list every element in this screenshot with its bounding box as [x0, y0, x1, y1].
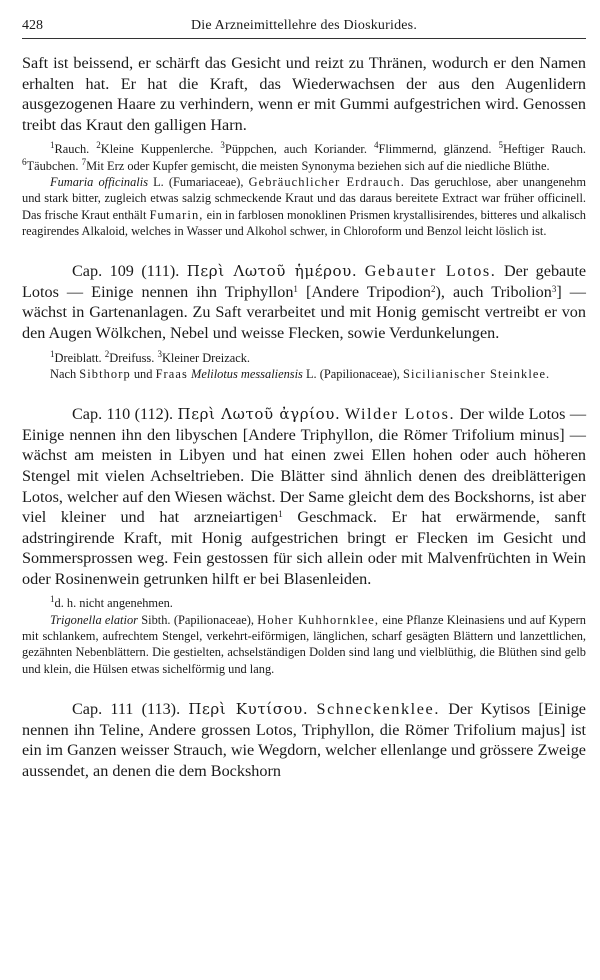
- chapter-110: Cap. 110 (112). Περὶ Λωτοῦ ἀγρίου. Wilder Lotos. Der wilde Lotos — Einige nennen ihn den libyschen [Andere Triphyllon, die Römer Trifolium minus] — wächst am meisten in Libyen und hat einen zwei Ellen hohen oder auch höheren Stengel mit vielen Achseltrieben. Die Blätter sind ähnlich denen des dreiblätterigen Lotos, welcher auf den Wiesen wächst. Der Same gleicht dem des Bockshorns, ist aber viel kleiner und hat arzneiartigen$^1$ Geschmack. Er hat erwärmende, sanft adstringirende Kraft, mit Honig aufgestrichen bringt er Flecken im Gesicht und Sommersprossen weg. Fein gestossen für sich allein oder mit Malvenfrüchten in Wein oder Rosinenwein getrunken hilft er bei Blasenleiden.: [22, 405, 587, 588]
- footnote-mark: 1: [293, 283, 298, 294]
- footnote-mark: 2: [430, 283, 436, 294]
- footnote-text: Mit Erz oder Kupfer gemischt, die meisten Synonyma beziehen sich auf die niedliche Blüthe.: [86, 158, 550, 173]
- footnote-mark: 1: [50, 140, 55, 151]
- alkaloid-name: Fumarin,: [149, 207, 204, 222]
- footnote-mark: 2: [104, 348, 110, 359]
- botanical-name: Melilotus messaliensis: [191, 366, 303, 381]
- author-name: Fraas: [155, 366, 188, 381]
- common-name: Gebräuchlicher Erdrauch.: [248, 174, 405, 189]
- footnote-text: Täubchen.: [26, 158, 79, 173]
- botanical-name: Trigonella elatior: [50, 612, 138, 627]
- greek-title: Περὶ Κυτίσου.: [188, 699, 309, 718]
- common-name: Hoher Kuhhornklee,: [257, 612, 380, 627]
- footnote-text: Heftiger Rauch.: [502, 142, 587, 157]
- footnote-text: Flimmernd, glänzend.: [378, 142, 492, 157]
- chapter-title: Schneckenklee.: [316, 699, 440, 718]
- greek-title: Περὶ Λωτοῦ ἡμέρου.: [186, 262, 358, 281]
- footnotes-block1: [22, 141, 586, 174]
- chapter-title: Wilder Lotos.: [344, 405, 456, 424]
- footnotes-cap110: $^1$d. h. nicht angenehmen.: [50, 594, 173, 611]
- page-number: 428: [22, 18, 43, 33]
- footnote-text: Kleine Kuppenlerche.: [100, 142, 214, 157]
- footnote-mark: 2: [96, 140, 101, 151]
- footnote-mark: 6: [22, 156, 27, 167]
- footnote-mark: 4: [373, 140, 379, 151]
- chapter-heading: Cap. 109 (111).: [72, 262, 180, 281]
- footnote-mark: 5: [498, 140, 503, 151]
- author-name: Sibthorp: [79, 366, 131, 381]
- footnote-mark: 3: [551, 283, 557, 294]
- chapter-title: Gebauter Lotos.: [364, 262, 497, 281]
- footnote-text: Püppchen, auch Koriander.: [224, 142, 367, 157]
- botanical-name: Fumaria officinalis: [50, 174, 149, 189]
- chapter-111: Cap. 111 (113). Περὶ Κυτίσου. Schneckenklee. Der Kytisos [Einige nennen ihn Teline, Andere grossen Lotos, Triphyllon, die Römer Trifolium majus] ist ein im Ganzen weisser Strauch, wie Wegdorn, welcher ellenlange und grössere Zweige aussendet, an denen die dem Bockshorn: [22, 699, 586, 780]
- greek-title: Περὶ Λωτοῦ ἀγρίου.: [177, 405, 341, 424]
- footnote-mark: 3: [157, 348, 162, 359]
- chapter-heading: Cap. 110 (112).: [72, 405, 174, 424]
- running-header: [22, 18, 586, 39]
- running-title: Die Arzneimittellehre des Dioskurides.: [190, 18, 418, 33]
- footnote-mark: 1: [50, 594, 55, 605]
- footnote-mark: 3: [220, 140, 225, 151]
- common-name: Sicilianischer Steinklee.: [403, 366, 551, 381]
- paragraph-continued: Saft ist beissend, er schärft das Gesicht und reizt zu Thränen, wodurch er den Namen erhalten hat. Er hat die Kraft, das Wiederwachsen der aus den Augenlidern ausgezogenen Haare zu verhindern, wenn er mit Gummi aufgestrichen wird. Genossen treibt das Kraut den galligen Harn.: [22, 54, 586, 134]
- chapter-109: Cap. 109 (111). Περὶ Λωτοῦ ἡμέρου. Gebauter Lotos. Der gebaute Lotos — Einige nennen ihn Triphyllon$^1$ [Andere Tripodion$^2$), auch Tribolion$^3$] — wächst in Gartenanlagen. Zu Saft verarbeitet und mit Honig gemischt vertreibt er von den Augen Wölkchen, Nebel und weisse Flecken, sowie Verdunkelungen.: [22, 262, 587, 342]
- botanical-note-melilotus: Nach Sibthorp und Fraas Melilotus messaliensis L. (Papilionaceae), Sicilianischer Steinklee.: [50, 366, 551, 381]
- botanical-note-trigonella: Trigonella elatior Sibth. (Papilionaceae), Hoher Kuhhornklee, eine Pflanze Kleinasiens und auf Kypern mit schlankem, aufrechtem Stengel, verkehrt-eiförmigen, länglichen, scharf gesägten Blättern und lanzettlichen, gezähnten Nebenblättern. Die gestielten, achselständigen Dolden sind lang und vielblüthig, die Blüthen sind gelb und klein, die Hülsen etwas sichelförmig und lang.: [22, 612, 586, 676]
- footnote-mark: 7: [81, 156, 87, 167]
- chapter-heading: Cap. 111 (113).: [72, 699, 181, 718]
- footnote-mark: 1: [50, 348, 55, 359]
- footnote-text: Rauch.: [54, 142, 90, 157]
- botanical-note-fumaria: Fumaria officinalis L. (Fumariaceae), Gebräuchlicher Erdrauch. Das geruchlose, aber unangenehm und stark bitter, zugleich etwas salzig schmeckende Kraut und das daraus bereitete Extract war früher officinell. Das frische Kraut enthält Fumarin, ein in farblosen monoklinen Prismen krystallisirendes, bitteres und alkalisch reagirendes Alkaloid, welches in Wasser und Alkohol schwer, in Chloroform und Benzol leicht löslich ist.: [22, 174, 586, 238]
- footnote-mark: 1: [278, 509, 283, 520]
- footnotes-cap109: $^1$Dreiblatt. $^2$Dreifuss. $^3$Kleiner Dreizack.: [50, 348, 251, 365]
